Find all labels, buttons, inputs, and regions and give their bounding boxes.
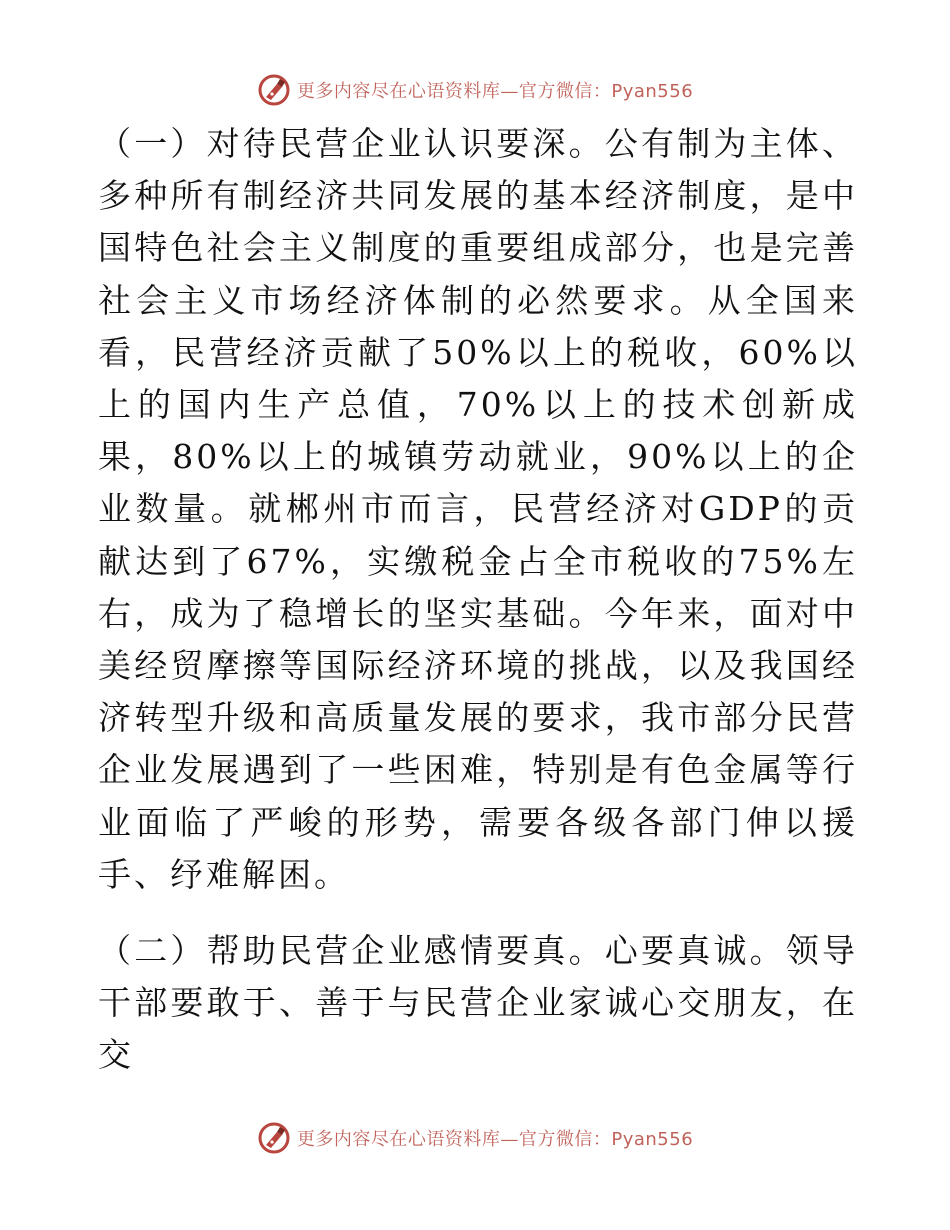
document-body (98, 118, 858, 1082)
paragraph-2: （二）帮助民营企业感情要真。心要真诚。领导干部要敢于、善于与民营企业家诚心交朋友，在交 (98, 931, 858, 1075)
footer-banner-label: 更多内容尽在心语资料库—官方微信： (296, 1129, 612, 1150)
footer-wechat-id: Pyan556 (611, 1129, 694, 1150)
header-banner (0, 70, 950, 110)
paragraph-1: （一）对待民营企业认识要深。公有制为主体、多种所有制经济共同发展的基本经济制度，是中国特色社会主义制度的重要组成部分，也是完善社会主义市场经济体制的必然要求。从全国来看，民营经济贡献了50%以上的税收，60%以上的国内生产总值，70%以上的技术创新成果，80%以上的城镇劳动就业，90%以上的企业数量。就郴州市而言，民营经济对GDP的贡献达到了67%，实缴税金占全市税收的75%左右，成为了稳增长的坚实基础。今年来，面对中美经贸摩擦等国际经济环境的挑战，以及我国经济转型升级和高质量发展的要求，我市部分民营企业发展遇到了一些困难，特别是有色金属等行业面临了严峻的形势，需要各级各部门伸以援手、纾难解困。 (98, 124, 858, 894)
pen-nib-logo-icon (257, 73, 291, 107)
header-wechat-id: Pyan556 (611, 81, 694, 102)
pen-nib-logo-icon (257, 1121, 291, 1155)
footer-banner-text (297, 1125, 693, 1151)
header-banner-label: 更多内容尽在心语资料库—官方微信： (296, 81, 612, 102)
header-banner-text (297, 77, 693, 103)
footer-banner (0, 1118, 950, 1158)
